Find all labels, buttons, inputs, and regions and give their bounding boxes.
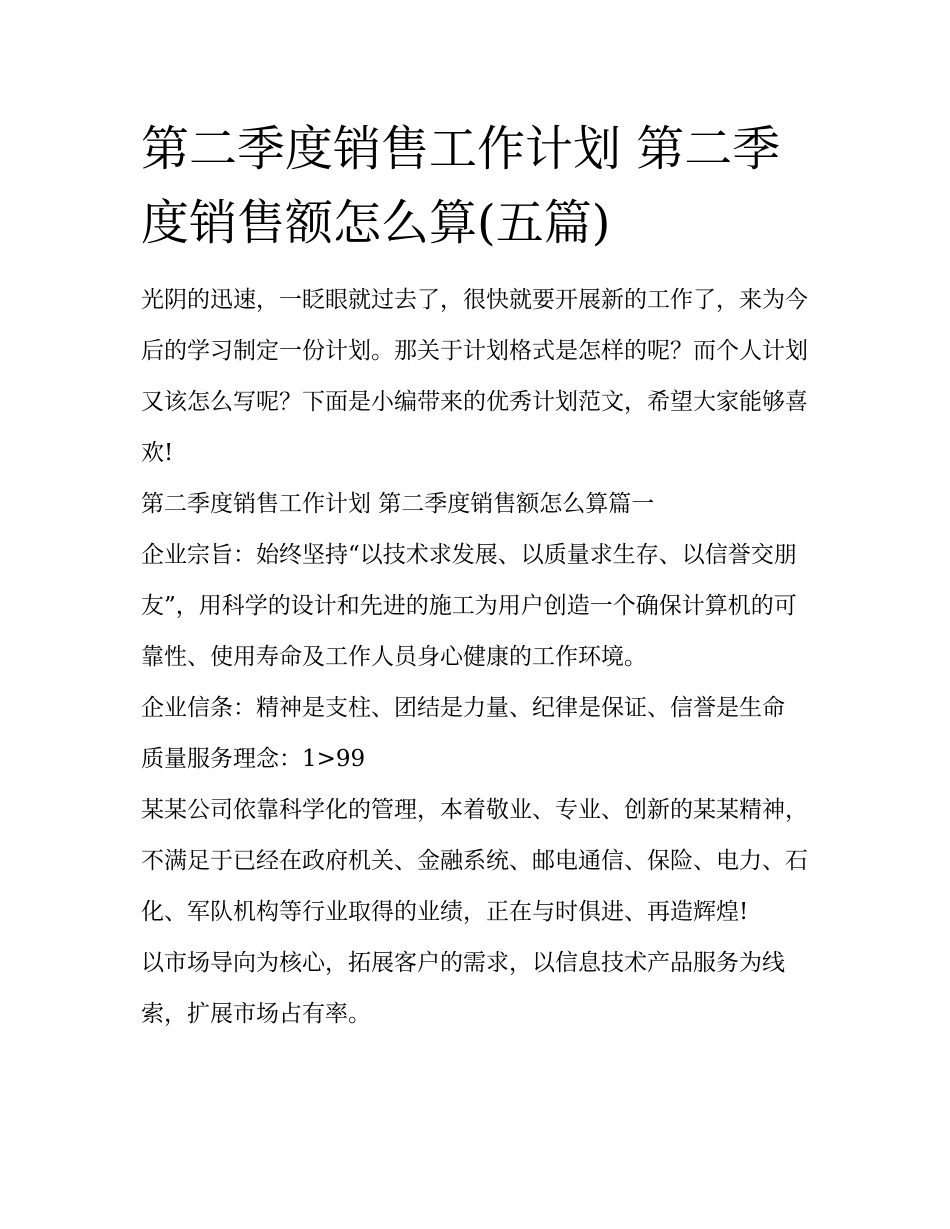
section-heading: 第二季度销售工作计划 第二季度销售额怎么算篇一 <box>141 491 655 517</box>
paragraph-creed: 企业信条：精神是支柱、团结是力量、纪律是保证、信誉是生命 质量服务理念：1>99 <box>141 695 785 772</box>
paragraph-mission: 企业宗旨：始终坚持“以技术求发展、以质量求生存、以信誉交朋友”，用科学的设计和先进的施工为用户创造一个确保计算机的可靠性、使用寿命及工作人员身心健康的工作环境。 <box>141 542 797 670</box>
document-body <box>141 112 813 1040</box>
document-title: 第二季度销售工作计划 第二季度销售额怎么算(五篇) <box>141 121 781 251</box>
paragraph-company: 某某公司依靠科学化的管理，本着敬业、专业、创新的某某精神，不满足于已经在政府机关、金融系统、邮电通信、保险、电力、石化、军队机构等行业取得的业绩，正在与时俱进、再造辉煌! <box>141 797 808 925</box>
paragraph-intro: 光阴的迅速，一眨眼就过去了，很快就要开展新的工作了，来为今后的学习制定一份计划。那关于计划格式是怎样的呢？而个人计划又该怎么写呢？下面是小编带来的优秀计划范文，希望大家能够喜欢! <box>141 287 808 466</box>
paragraph-market: 以市场导向为核心，拓展客户的需求，以信息技术产品服务为线索，扩展市场占有率。 <box>141 950 785 1027</box>
